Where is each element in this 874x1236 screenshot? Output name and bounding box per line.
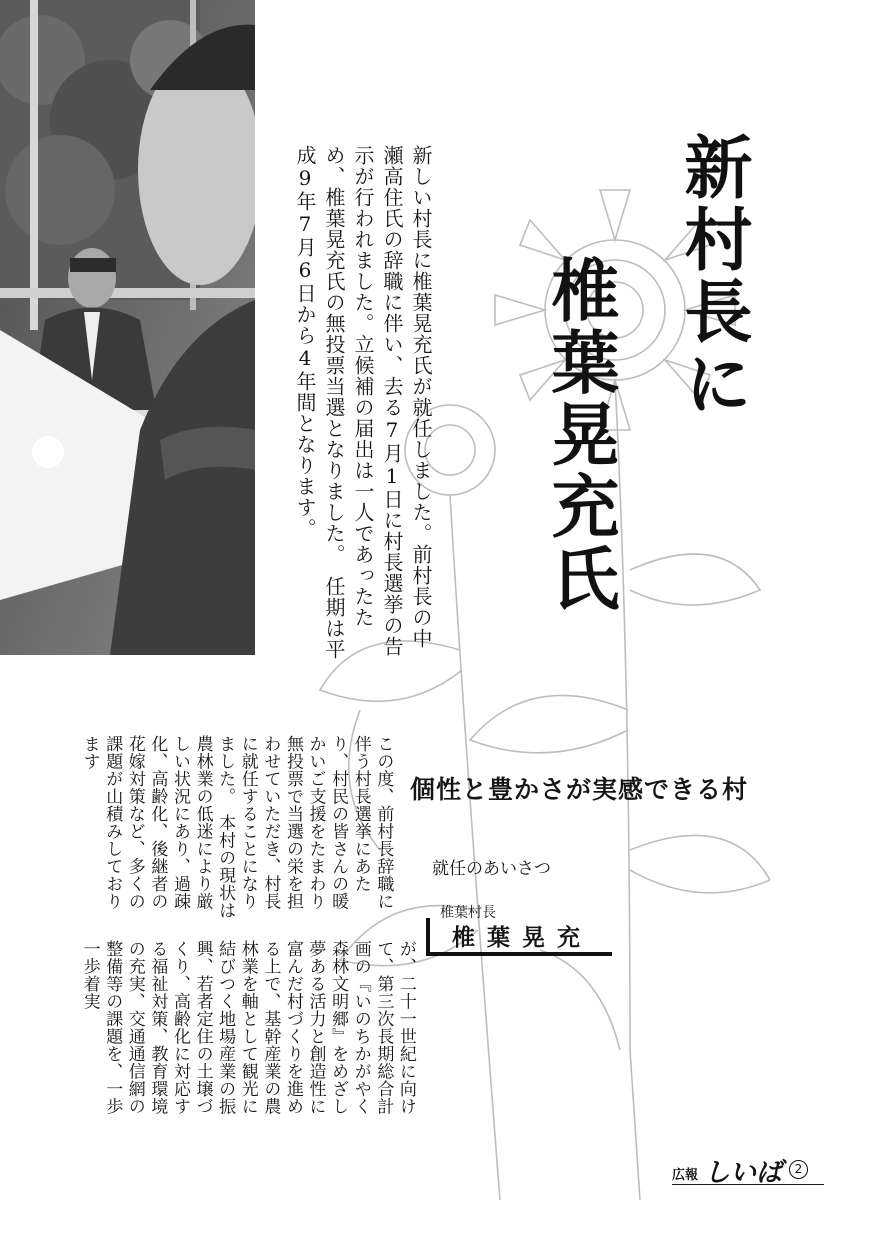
headline-line2: 椎葉晃充氏 xyxy=(540,255,619,615)
author-name: 椎葉晃充 xyxy=(452,925,592,951)
body-text-lower: が、二十一世紀に向けて、第三次長期総合計画の『いのちかがやく森林文明郷』をめざし夢ある活力と創造性に富んだ村づくりを進める上で、基幹産業の農林業を軸として観光に結びつく地場産業の振興、若者定住の土壌づくり、高齢化に対応する福祉対策、教育環境の充実、交通通信網の整備等の課題を、一歩一歩着実 xyxy=(79,940,416,1115)
page-footer xyxy=(672,1150,824,1188)
body-text-upper: この度、前村長辞職に伴う村長選挙にあたり、村民の皆さんの暖かいご支援をたまわり無投票で当選の栄を担わせていただき、村長に就任することになりました。 本村の現状は農林業の低迷により厳しい状況にあり、過疎化、高齢化、後継者の花嫁対策など、多くの課題が山積みしております xyxy=(79,735,394,919)
page-number: 2 xyxy=(789,1160,808,1179)
intro-paragraph: 新しい村長に椎葉晃充氏が就任しました。前村長の中瀬高住氏の辞職に伴い、去る7月1日に村長選挙の告示が行われました。立候補の届出は一人であったため、椎葉晃充氏の無投票当選となりました。 任期は平成9年7月6日から4年間となります。 xyxy=(293,145,433,660)
headline-line1: 新村長に xyxy=(673,132,752,420)
mayor-photo xyxy=(0,0,255,655)
slogan: 個性と豊かさが実感できる村 xyxy=(410,775,749,804)
footer-label: 広報 xyxy=(672,1168,699,1183)
footer-brand: しいば xyxy=(704,1158,783,1188)
author-role: 椎葉村長 xyxy=(440,905,496,921)
greeting-heading: 就任のあいさつ xyxy=(432,859,551,879)
